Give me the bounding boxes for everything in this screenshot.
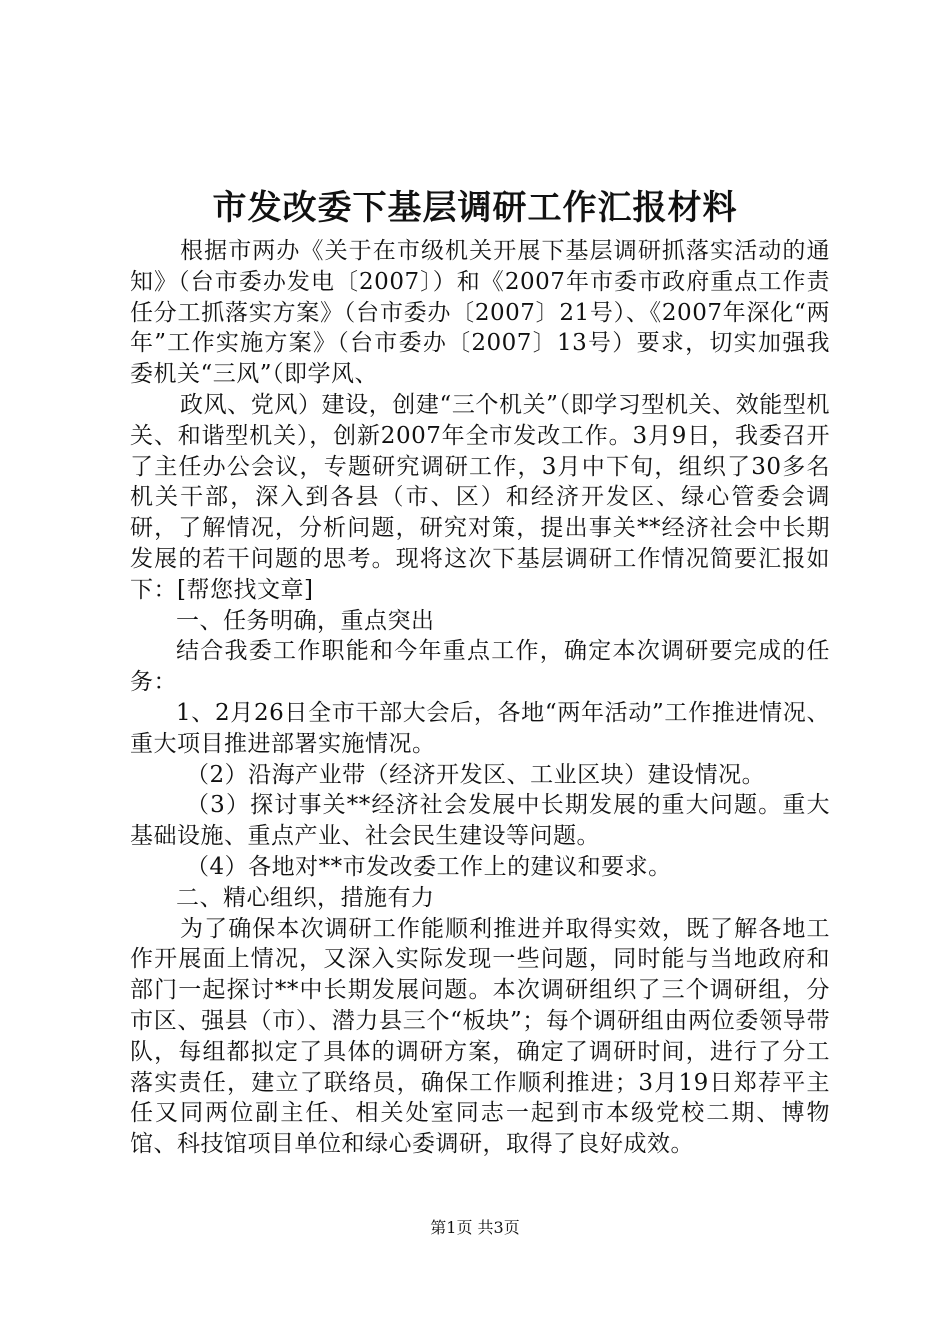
paragraph-background: 政风、党风）建设，创建“三个机关”（即学习型机关、效能型机关、和谐型机关），创新2007年全市发改工作。3月9日，我委召开了主任办公会议，专题研究调研工作，3月中下旬，组织了30多名机关干部，深入到各县（市、区）和经济开发区、绿心管委会调研，了解情况，分析问题，研究对策，提出事关**经济社会中长期发展的若干问题的思考。现将这次下基层调研工作情况简要汇报如下：[帮您找文章]: [130, 391, 830, 603]
list-item-4: （4）各地对**市发改委工作上的建议和要求。: [186, 853, 672, 880]
list-item-3: （3）探讨事关**经济社会发展中长期发展的重大问题。重大基础设施、重点产业、社会民生建设等问题。: [130, 792, 830, 850]
page-number-footer: 第1页 共3页: [430, 1218, 520, 1237]
section-heading-2: 二、精心组织，措施有力: [176, 884, 435, 911]
paragraph-tasks: 结合我委工作职能和今年重点工作，确定本次调研要完成的任务：: [130, 638, 830, 696]
document-body: [130, 236, 830, 1160]
list-item-2: （2）沿海产业带（经济开发区、工业区块）建设情况。: [186, 761, 766, 788]
section-heading-1: 一、任务明确，重点突出: [176, 607, 435, 634]
document-title: 市发改委下基层调研工作汇报材料: [212, 188, 738, 228]
paragraph-organization: 为了确保本次调研工作能顺利推进并取得实效，既了解各地工作开展面上情况，又深入实际发现一些问题，同时能与当地政府和部门一起探讨**中长期发展问题。本次调研组织了三个调研组，分市区、强县（市）、潜力县三个“板块”；每个调研组由两位委领导带队，每组都拟定了具体的调研方案，确定了调研时间，进行了分工落实责任，建立了联络员，确保工作顺利推进；3月19日郑荐平主任又同两位副主任、相关处室同志一起到市本级党校二期、博物馆、科技馆项目单位和绿心委调研，取得了良好成效。: [130, 915, 830, 1158]
paragraph-intro: 根据市两办《关于在市级机关开展下基层调研抓落实活动的通知》（台市委办发电〔2007〕）和《2007年市委市政府重点工作责任分工抓落实方案》（台市委办〔2007〕21号）、《2007年深化“两年”工作实施方案》（台市委办〔2007〕13号）要求，切实加强我委机关“三风”（即学风、: [130, 238, 830, 388]
list-item-1: 1、2月26日全市干部大会后，各地“两年活动”工作推进情况、重大项目推进部署实施情况。: [130, 699, 830, 757]
